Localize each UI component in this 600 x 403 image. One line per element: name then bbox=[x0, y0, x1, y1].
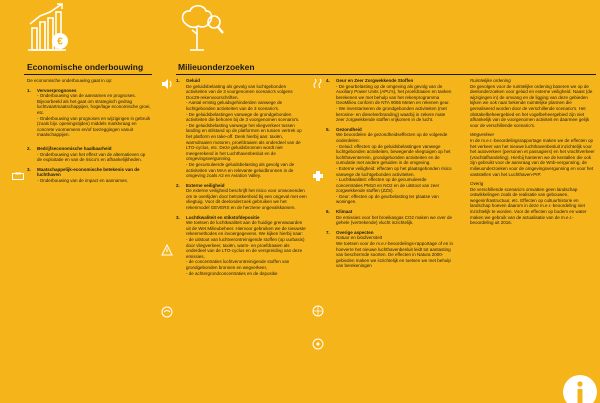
tree-magnifier-icon bbox=[183, 6, 223, 50]
section-text: - De gecumuleerde geluidsbelasting als gevolg van de activiteiten van MAA en relevante geluidbronnen in de omgeving zoals A2 en Aviation Valley. bbox=[186, 161, 295, 179]
section-title: Geluid bbox=[186, 78, 201, 83]
environment-column-3 bbox=[470, 78, 596, 226]
section-number: 7. bbox=[326, 229, 330, 235]
section-title: Gezondheid bbox=[336, 126, 362, 132]
section-text: We beoordelen de gezondheidseffecten op de volgende onderdelen: bbox=[336, 132, 448, 143]
section-number: 1. bbox=[176, 78, 180, 83]
section-text: - Aantal ernstig geluidsgehinderden vanwege de luchtgebonden activiteiten van de 3 scenario's. bbox=[186, 100, 283, 111]
environment-header: Milieuonderzoeken bbox=[178, 62, 255, 72]
smell-icon bbox=[312, 78, 324, 90]
climate-icon bbox=[312, 305, 324, 317]
section-number: 3. bbox=[176, 214, 180, 220]
economic-header-rule bbox=[24, 74, 152, 75]
section-text: De geluidsbelasting als gevolg van luchtgebonden activiteiten van de 3 voorgenomen scenario's volgens Doc29-rekenvoorschriften. bbox=[186, 83, 293, 100]
env-section-luchtkwaliteit bbox=[176, 215, 308, 277]
section-text: - de uitstoot van luchtverontreinigende stoffen (op uurbasis) door vliegverkeer, taxiën, warm- en proefdraaien als onderdeel van de LTO-cyclus en de verspreiding van deze emissies, bbox=[186, 237, 305, 259]
svg-text:€: € bbox=[57, 36, 63, 48]
env-section-overige bbox=[326, 230, 454, 269]
section-text: - Externe veiligheid: effecten op het plaatsgebonden risico vanwege de luchtgebonden activiteiten. bbox=[336, 165, 452, 177]
environment-column-1 bbox=[176, 78, 308, 276]
section-title: Externe veiligheid bbox=[186, 182, 225, 188]
section-title: Luchtkwaliteit en stikstofdepositie bbox=[186, 214, 260, 220]
section-number: 2. bbox=[27, 145, 31, 151]
section-text: - Geur: effecten op de geurbelasting ter plaatse van woningen. bbox=[336, 193, 439, 205]
section-title: Maatschappelijk-economische betekenis van de luchthaven bbox=[37, 166, 140, 178]
section-title: Klimaat bbox=[336, 209, 353, 215]
economic-column bbox=[27, 78, 151, 184]
env-section-geluid bbox=[176, 78, 308, 179]
section-text: - De geluidsbelastingen vanwege de grondgebonden activiteiten die behoren bij de 3 voorgenomen scenario's. bbox=[186, 111, 300, 123]
environment-column-2 bbox=[326, 78, 454, 269]
economic-intro: De economische onderbouwing gaat in op: bbox=[27, 78, 113, 83]
env-section-gezondheid bbox=[326, 127, 454, 205]
section-title: Vervoerprognoses bbox=[37, 87, 77, 93]
section-subtitle: Natuur en biodiversiteit bbox=[336, 235, 383, 241]
section-title: Bedrijfseconomische haalbaarheid bbox=[37, 145, 112, 151]
section-title: Overige aspecten bbox=[336, 229, 374, 235]
briefcase-icon bbox=[12, 172, 24, 180]
section-number: 6. bbox=[326, 209, 330, 215]
section-text: - Onderbouwing van de aannames en prognoses. Bijvoorbeeld als het gaat om strategisch gedrag luchtvaartmaatschappijen, hoge/lage economische groei, etc. bbox=[37, 93, 151, 115]
section-text: - Geluid: effecten op de geluidsbelastingen vanwege luchtgebonden activiteiten, bewegende vliegtuigen op het luchthaventerrein, grondgebonden activiteiten en de cumulatie met andere geluiden in de omgeving. bbox=[336, 143, 451, 166]
env-section-geur bbox=[326, 78, 454, 123]
euro-coin-icon bbox=[52, 33, 68, 49]
section-number: 4. bbox=[326, 78, 330, 83]
econ-section-3 bbox=[27, 167, 151, 184]
env-section-externe-veiligheid bbox=[176, 183, 308, 211]
section-number: 2. bbox=[176, 182, 180, 188]
section-text: - Onderbouwing van prognoses en wijzigingen in gebruik (zoals bijv. openingstijden) middels marktvraag en concrete voornemens en/of toezeggingen vanuit maatschappijen. bbox=[37, 115, 151, 138]
other-aspects-icon bbox=[312, 338, 324, 350]
ruimtelijke-ordening-text: De gevolgen voor de ruimtelijke ordening baseren we op de deelonderzoeken voor geluid en externe veiligheid. Naast (de wijzigingen in) de omvang en de ligging van deze gebieden kijken we ook naar bekende ruimtelijke plannen die gerealiseerd worden door de verschillende scenario's. Het obstakelbeheergebied en het vogelbeheergebied zijn niet afhankelijk van de voorgenomen activiteit en daarmee gelijk voor de verschillende scenario's. bbox=[470, 83, 593, 128]
ruimtelijke-ordening-heading: Ruimtelijke ordening bbox=[470, 78, 511, 83]
overig-heading: Overig bbox=[470, 181, 484, 187]
warning-icon bbox=[161, 244, 173, 256]
section-number: 1. bbox=[27, 87, 31, 93]
section-title: Geur en Zeer Zorgwekkende Stoffen bbox=[336, 78, 414, 83]
environment-header-rule bbox=[176, 74, 596, 75]
wegverkeer-heading: Wegverkeer bbox=[470, 132, 495, 138]
header-icons bbox=[0, 0, 600, 62]
air-quality-icon bbox=[161, 306, 173, 318]
section-text: We toetsen de luchtkwaliteit aan de huidige grenswaarden uit de Wet Milieubeheer. Hiervoor gebruiken we de nieuwste rekenmethodes en invoergegevens. We kijken hierbij naar: bbox=[186, 220, 306, 237]
econ-section-1 bbox=[27, 88, 151, 138]
economic-header: Economische onderbouwing bbox=[27, 62, 144, 72]
section-text: We toetsen voor de m.e.r-beoordelings-rapportage of en in hoeverre het nieuwe luchthavenbesluit leidt tot aantasting van beschermde soorten. De effecten in Natura 2000-gebieden maken we inzichtelijk en toetsen we met behulp van berekeningen bbox=[336, 241, 453, 269]
section-text: - Onderbouwing van het effect van de alternatieven op de exploitatie en van de risico's en afhankelijkheden. bbox=[37, 151, 146, 163]
section-text: - De geluidsbelasting vanwege het vliegverkeer tussen landing en stilstand op de platformen en tussen vertrek op het platform en take-off. Denk hierbij aan: taxiën, warmdraaien motoren, proefdraaien als onderdeel van de LTO-cyclus, etc. Deze geluidsbronnen wordt niet meegerekend in het Luchthavenbesluit en de omgevingsvergunning. bbox=[186, 122, 302, 162]
section-text: De emissies voor het broeikasgas CO2 maken we over de gehele (vertrekende) vlucht inzichtelijk. bbox=[336, 214, 453, 226]
section-text: - De geurbelasting op de omgeving als gevolg van de Auxiliary Power Units (APU's), het proefdraaien en tanken berekenen we met behulp van het rekenprogramma GeoMilieu conform de NTA 9065 Meten en rekenen geur. bbox=[336, 83, 452, 106]
section-text: - Onderbouwing van de impact en aannames. bbox=[37, 177, 129, 183]
section-text: - de achtergrondconcentraties en de depositie bbox=[186, 270, 278, 276]
econ-section-2 bbox=[27, 146, 151, 163]
overig-text: De verschillende scenario's omvatten geen landschap ontwikkelingen zoals de realisatie van gebouwen, wegeninfrastructuur, etc. Effecten op cultuurhistorie en landschap hoeven daarom in deze m.e.r.-beoordeling niet inzichtelijk te worden. Voor de effecten op bodem en water maken we gebruik van de actualisatie van de m.e.r.-beoordeling uit 2016. bbox=[470, 186, 587, 226]
section-text: - Luchtkwaliteit: effecten op de gecumuleerde concentraties PM10 en NO2 en de uitstoot van zeer zorgwekkende stoffen (ZZS). bbox=[336, 177, 440, 194]
wegverkeer-text: In de m.e.r.-beoordelingsrapportage maken we de effecten op het verkeer van het nieuwe luchthavenbesluit inzichtelijk voor het autoverkeer (personen et passagiers) en het vrachtverkeer (vrachtafhandeling). Hierbij hanteren we de kentallen die ook zijn gebruikt voor de aanvraag van de Wnb-vergunning, de milieuonderzoeken voor de omgevingsvergunning en voor het vaststellen van het Luchthaven-PIP. bbox=[470, 137, 595, 177]
info-icon bbox=[562, 372, 598, 403]
section-number: 5. bbox=[326, 126, 330, 132]
health-icon bbox=[312, 170, 324, 182]
section-text: - We inventariseren de grondgebonden activiteiten (met kerosine- en dieselverbranding) waarbij in zekere mate zeer zorgwekkende stoffen vrijkomen in de lucht. bbox=[336, 105, 447, 123]
env-section-klimaat bbox=[326, 209, 454, 226]
sound-icon bbox=[161, 78, 173, 90]
section-text: De externe veiligheid beschrijft het risico voor omwonenden om te overlijden door betrokkenheid bij een ongeval met een vliegtuig. Voor dit deelonderzoek gebruiken we het rekenmodel GEVERS en de herziene ongevalskansen. bbox=[186, 188, 307, 211]
section-text: - de concentraties luchtverontreinigende stoffen van grondgebonden bronnen en wegverkeer, bbox=[186, 259, 290, 270]
section-number: 3. bbox=[27, 166, 31, 172]
